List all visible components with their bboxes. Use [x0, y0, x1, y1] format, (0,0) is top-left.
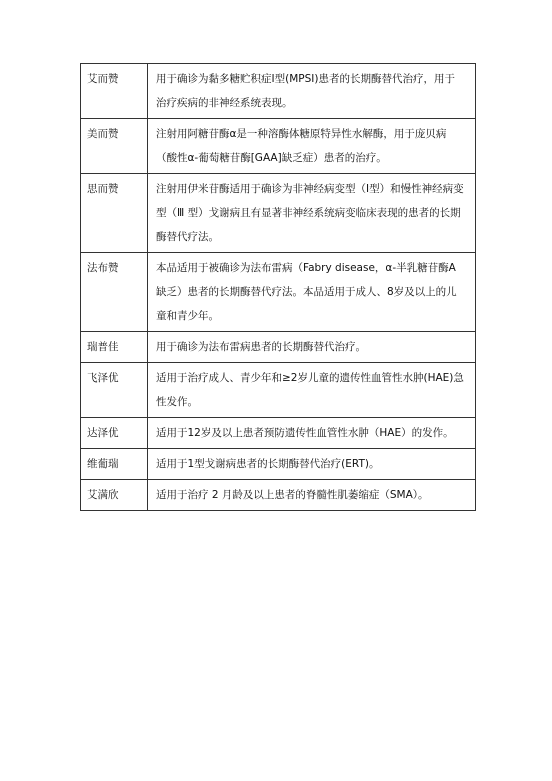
drug-name-cell: 法布赞	[81, 253, 148, 332]
indication-cell: 适用于12岁及以上患者预防遗传性血管性水肿（HAE）的发作。	[148, 418, 476, 449]
drug-name-cell: 达泽优	[81, 418, 148, 449]
drug-name-cell: 维葡瑞	[81, 449, 148, 480]
indication-cell: 适用于治疗 2 月龄及以上患者的脊髓性肌萎缩症（SMA）。	[148, 480, 476, 511]
indication-cell: 注射用伊米苷酶适用于确诊为非神经病变型（Ⅰ型）和慢性神经病变型（Ⅲ 型）戈谢病且有显著非神经系统病变临床表现的患者的长期酶替代疗法。	[148, 174, 476, 253]
drug-name-cell: 飞泽优	[81, 363, 148, 418]
indication-cell: 用于确诊为黏多糖贮积症Ⅰ型(MPSⅠ)患者的长期酶替代治疗，用于治疗疾病的非神经系统表现。	[148, 64, 476, 119]
table-row	[81, 253, 476, 332]
indication-cell: 适用于治疗成人、青少年和≥2岁儿童的遗传性血管性水肿(HAE)急性发作。	[148, 363, 476, 418]
table-row	[81, 119, 476, 174]
drug-name-cell: 艾满欣	[81, 480, 148, 511]
drug-name-cell: 艾而赞	[81, 64, 148, 119]
drug-indication-table	[80, 63, 476, 511]
drug-name-cell: 瑞普佳	[81, 332, 148, 363]
table-row	[81, 418, 476, 449]
table-row	[81, 174, 476, 253]
drug-name-cell: 美而赞	[81, 119, 148, 174]
table-row	[81, 332, 476, 363]
indication-cell: 适用于1型戈谢病患者的长期酶替代治疗(ERT)。	[148, 449, 476, 480]
table-row	[81, 449, 476, 480]
table-row	[81, 480, 476, 511]
drug-name-cell: 思而赞	[81, 174, 148, 253]
indication-cell: 用于确诊为法布雷病患者的长期酶替代治疗。	[148, 332, 476, 363]
indication-cell: 注射用阿糖苷酶α是一种溶酶体糖原特异性水解酶，用于庞贝病（酸性α-葡萄糖苷酶[GAA]缺乏症）患者的治疗。	[148, 119, 476, 174]
table-row	[81, 64, 476, 119]
indication-cell: 本品适用于被确诊为法布雷病（Fabry disease，α-半乳糖苷酶A缺乏）患者的长期酶替代疗法。本品适用于成人、8岁及以上的儿童和青少年。	[148, 253, 476, 332]
table-row	[81, 363, 476, 418]
